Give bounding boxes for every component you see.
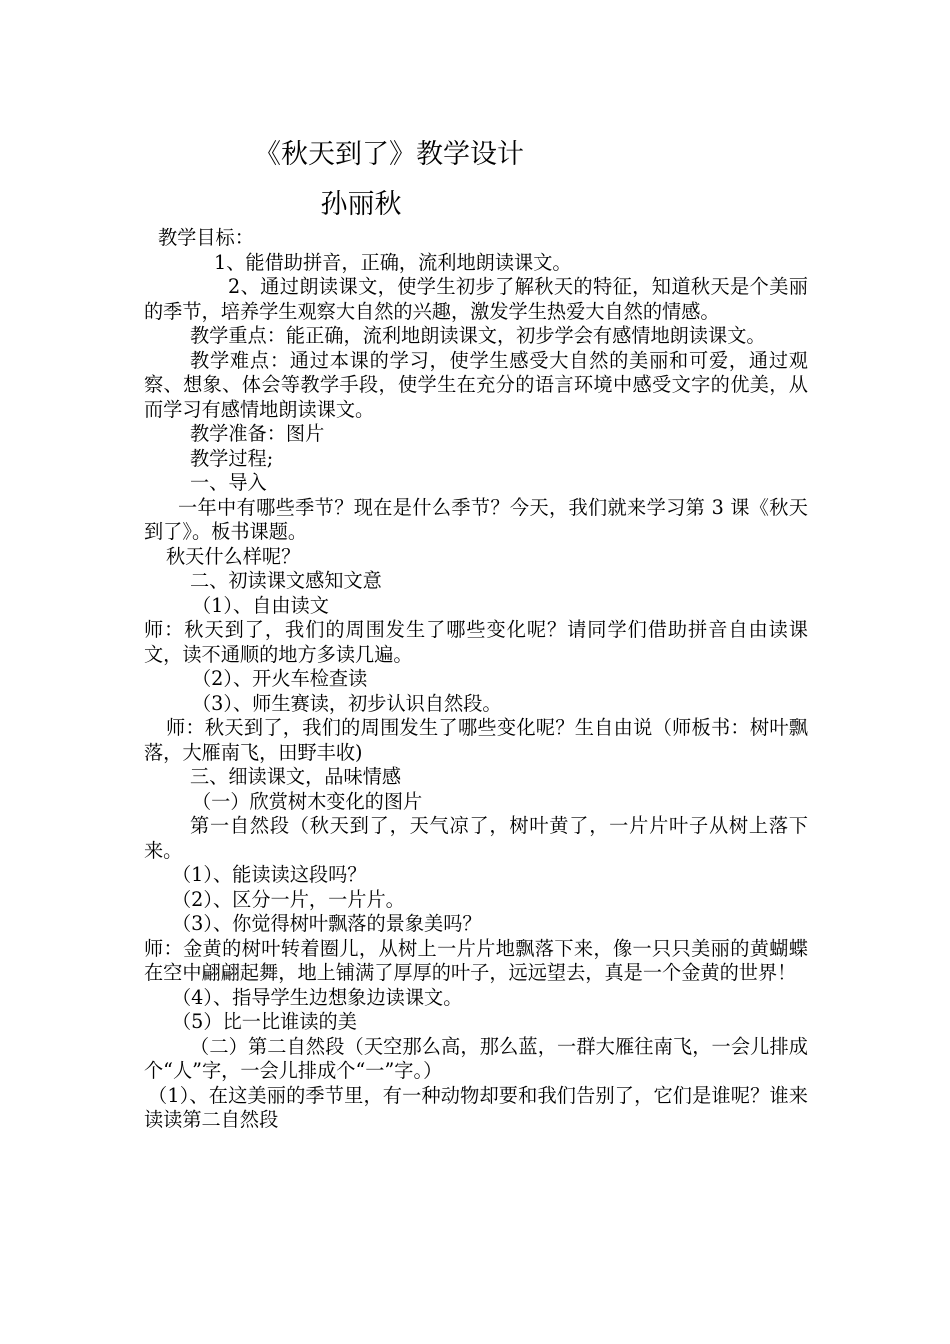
paragraph: 师：秋天到了，我们的周围发生了哪些变化呢？生自由说（师板书：树叶飘落，大雁南飞，田野丰收) [144, 716, 808, 764]
document-title: 《秋天到了》教学设计 [254, 139, 524, 170]
paragraph: 二、初读课文感知文意 [190, 569, 382, 592]
paragraph: 教学过程; [190, 446, 274, 470]
paragraph: 三、细读课文，品味情感 [190, 765, 402, 788]
paragraph: （二）第二自然段（天空那么高，那么蓝，一群大雁往南飞，一会儿排成个“人”字，一会儿排成个“一”字。） [144, 1034, 808, 1082]
paragraph: 1、能借助拼音，正确，流利地朗读课文。 [214, 250, 572, 274]
paragraph: 教学准备：图片 [190, 422, 325, 445]
paragraph: （5）比一比谁读的美 [172, 1010, 357, 1033]
paragraph: 教学难点：通过本课的学习，使学生感受大自然的美丽和可爱，通过观察、想象、体会等教学手段，使学生在充分的语言环境中感受文字的优美，从而学习有感情地朗读课文。 [144, 348, 808, 421]
paragraph: （4）、指导学生边想象边读课文。 [172, 985, 463, 1009]
paragraph: 教学目标： [158, 226, 254, 249]
paragraph: 第一自然段（秋天到了，天气凉了，树叶黄了，一片片叶子从树上落下来。 [144, 814, 808, 862]
paragraph: （2）、开火车检查读 [192, 667, 368, 690]
paragraph: 秋天什么样呢？ [166, 544, 301, 568]
author-name: 孙丽秋 [320, 189, 402, 220]
paragraph: （3）、师生赛读，初步认识自然段。 [192, 691, 502, 715]
paragraph: 师：秋天到了，我们的周围发生了哪些变化呢？请同学们借助拼音自由读课文，读不通顺的地方多读几遍。 [144, 618, 808, 666]
paragraph: （2）、区分一片，一片片。 [172, 887, 405, 911]
paragraph: 一年中有哪些季节？现在是什么季节？今天，我们就来学习第 3 课《秋天到了》。板书课题。 [144, 495, 808, 543]
paragraph: 教学重点：能正确，流利地朗读课文，初步学会有感情地朗读课文。 [190, 324, 766, 347]
paragraph: 一、导入 [190, 471, 267, 494]
paragraph: （1）、在这美丽的季节里，有一种动物却要和我们告别了，它们是谁呢？谁来读读第二自然段 [144, 1083, 808, 1131]
document-body [144, 226, 808, 1133]
paragraph: （1）、自由读文 [192, 593, 329, 617]
paragraph: （3）、你觉得树叶飘落的景象美吗？ [172, 912, 482, 935]
paragraph: （1）、能读读这段吗？ [172, 863, 367, 886]
paragraph: 2、通过朗读课文，使学生初步了解秋天的特征，知道秋天是个美丽的季节，培养学生观察大自然的兴趣，激发学生热爱大自然的情感。 [144, 275, 808, 323]
paragraph: 师：金黄的树叶转着圈儿，从树上一片片地飘落下来，像一只只美丽的黄蝴蝶在空中翩翩起舞，地上铺满了厚厚的叶子，远远望去，真是一个金黄的世界！ [144, 936, 808, 984]
paragraph: （一）欣赏树木变化的图片 [192, 789, 423, 813]
